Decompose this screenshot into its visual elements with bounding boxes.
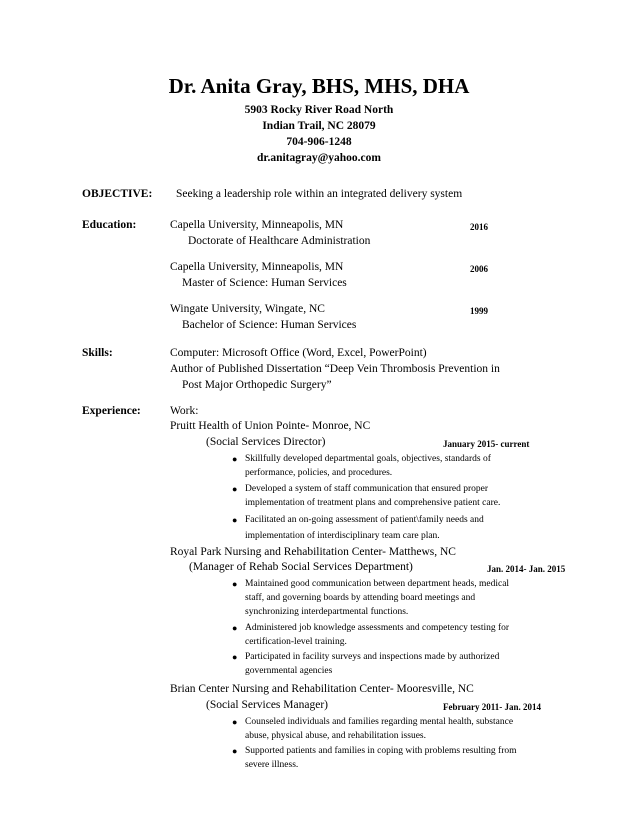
- job-title: (Social Services Manager): [206, 699, 328, 711]
- job-bullet: [232, 482, 501, 510]
- job-bullet: [232, 650, 500, 678]
- address-line-1: 5903 Rocky River Road North: [244, 104, 394, 116]
- bullet-icon: ●: [232, 484, 238, 494]
- bullet-icon: ●: [232, 454, 238, 464]
- education-school: Capella University, Minneapolis, MN: [170, 219, 344, 231]
- bullet-line: Facilitated an on-going assessment of patient\family needs and: [245, 515, 484, 525]
- email-address: dr.anitagray@yahoo.com: [257, 152, 381, 164]
- bullet-line: Maintained good communication between department heads, medical: [245, 579, 510, 589]
- bullet-line: abuse, physical abuse, and rehabilitation issues.: [245, 731, 426, 741]
- job-bullet: [232, 715, 514, 743]
- job-dates: Jan. 2014- Jan. 2015: [487, 564, 566, 574]
- bullet-line: Administered job knowledge assessments and competency testing for: [245, 623, 510, 633]
- bullet-icon: ●: [232, 623, 238, 633]
- job-dates: February 2011- Jan. 2014: [443, 702, 541, 712]
- education-year: 1999: [470, 306, 488, 316]
- bullet-icon: ●: [232, 579, 238, 589]
- phone-number: 704-906-1248: [286, 136, 352, 148]
- education-degree: Bachelor of Science: Human Services: [182, 319, 357, 331]
- education-degree: Master of Science: Human Services: [182, 277, 347, 289]
- job-bullet: [232, 452, 491, 480]
- bullet-line: staff, and governing boards by attending board meetings and: [245, 593, 476, 603]
- experience-label: Experience:: [82, 405, 141, 417]
- job-bullet: [232, 577, 510, 619]
- education-year: 2006: [470, 264, 488, 274]
- job-title: (Manager of Rehab Social Services Department): [189, 561, 413, 573]
- job-bullet: [232, 744, 517, 772]
- bullet-line: implementation of treatment plans and comprehensive patient care.: [245, 498, 501, 508]
- job-bullet: [232, 512, 484, 544]
- job-bullet: [232, 621, 510, 649]
- bullet-icon: ●: [232, 515, 238, 525]
- skills-line: Computer: Microsoft Office (Word, Excel, PowerPoint): [170, 347, 427, 359]
- education-school: Wingate University, Wingate, NC: [170, 303, 325, 315]
- education-degree: Doctorate of Healthcare Administration: [188, 235, 371, 247]
- bullet-line: Skillfully developed departmental goals, objectives, standards of: [245, 454, 491, 464]
- work-label: Work:: [170, 405, 199, 417]
- skills-label: Skills:: [82, 347, 113, 359]
- bullet-icon: ●: [232, 717, 238, 727]
- bullet-line: severe illness.: [245, 760, 299, 770]
- bullet-icon: ●: [232, 746, 238, 756]
- job-employer: Royal Park Nursing and Rehabilitation Center- Matthews, NC: [170, 546, 456, 558]
- bullet-line: governmental agencies: [245, 666, 333, 676]
- bullet-line: Developed a system of staff communication that ensured proper: [245, 484, 489, 494]
- bullet-line: performance, policies, and procedures.: [245, 468, 393, 478]
- job-employer: Brian Center Nursing and Rehabilitation Center- Mooresville, NC: [170, 683, 474, 695]
- objective-text: Seeking a leadership role within an integrated delivery system: [176, 188, 463, 200]
- bullet-line: synchronizing interdepartmental functions.: [245, 607, 409, 617]
- bullet-line: Participated in facility surveys and inspections made by authorized: [245, 652, 500, 662]
- job-dates: January 2015- current: [443, 439, 530, 449]
- bullet-icon: ●: [232, 652, 238, 662]
- skills-line: Post Major Orthopedic Surgery”: [182, 379, 332, 391]
- bullet-line: Counseled individuals and families regarding mental health, substance: [245, 717, 514, 727]
- job-title: (Social Services Director): [206, 436, 326, 448]
- education-label: Education:: [82, 219, 137, 231]
- education-school: Capella University, Minneapolis, MN: [170, 261, 344, 273]
- bullet-line: Supported patients and families in coping with problems resulting from: [245, 746, 517, 756]
- job-employer: Pruitt Health of Union Pointe- Monroe, NC: [170, 420, 371, 432]
- education-year: 2016: [470, 222, 488, 232]
- bullet-line: certification-level training.: [245, 637, 347, 647]
- bullet-line: implementation of interdisciplinary team care plan.: [245, 531, 440, 541]
- address-line-2: Indian Trail, NC 28079: [262, 120, 376, 132]
- objective-label: OBJECTIVE:: [82, 188, 153, 200]
- resume-name: Dr. Anita Gray, BHS, MHS, DHA: [168, 74, 470, 98]
- skills-line: Author of Published Dissertation “Deep Vein Thrombosis Prevention in: [170, 363, 500, 375]
